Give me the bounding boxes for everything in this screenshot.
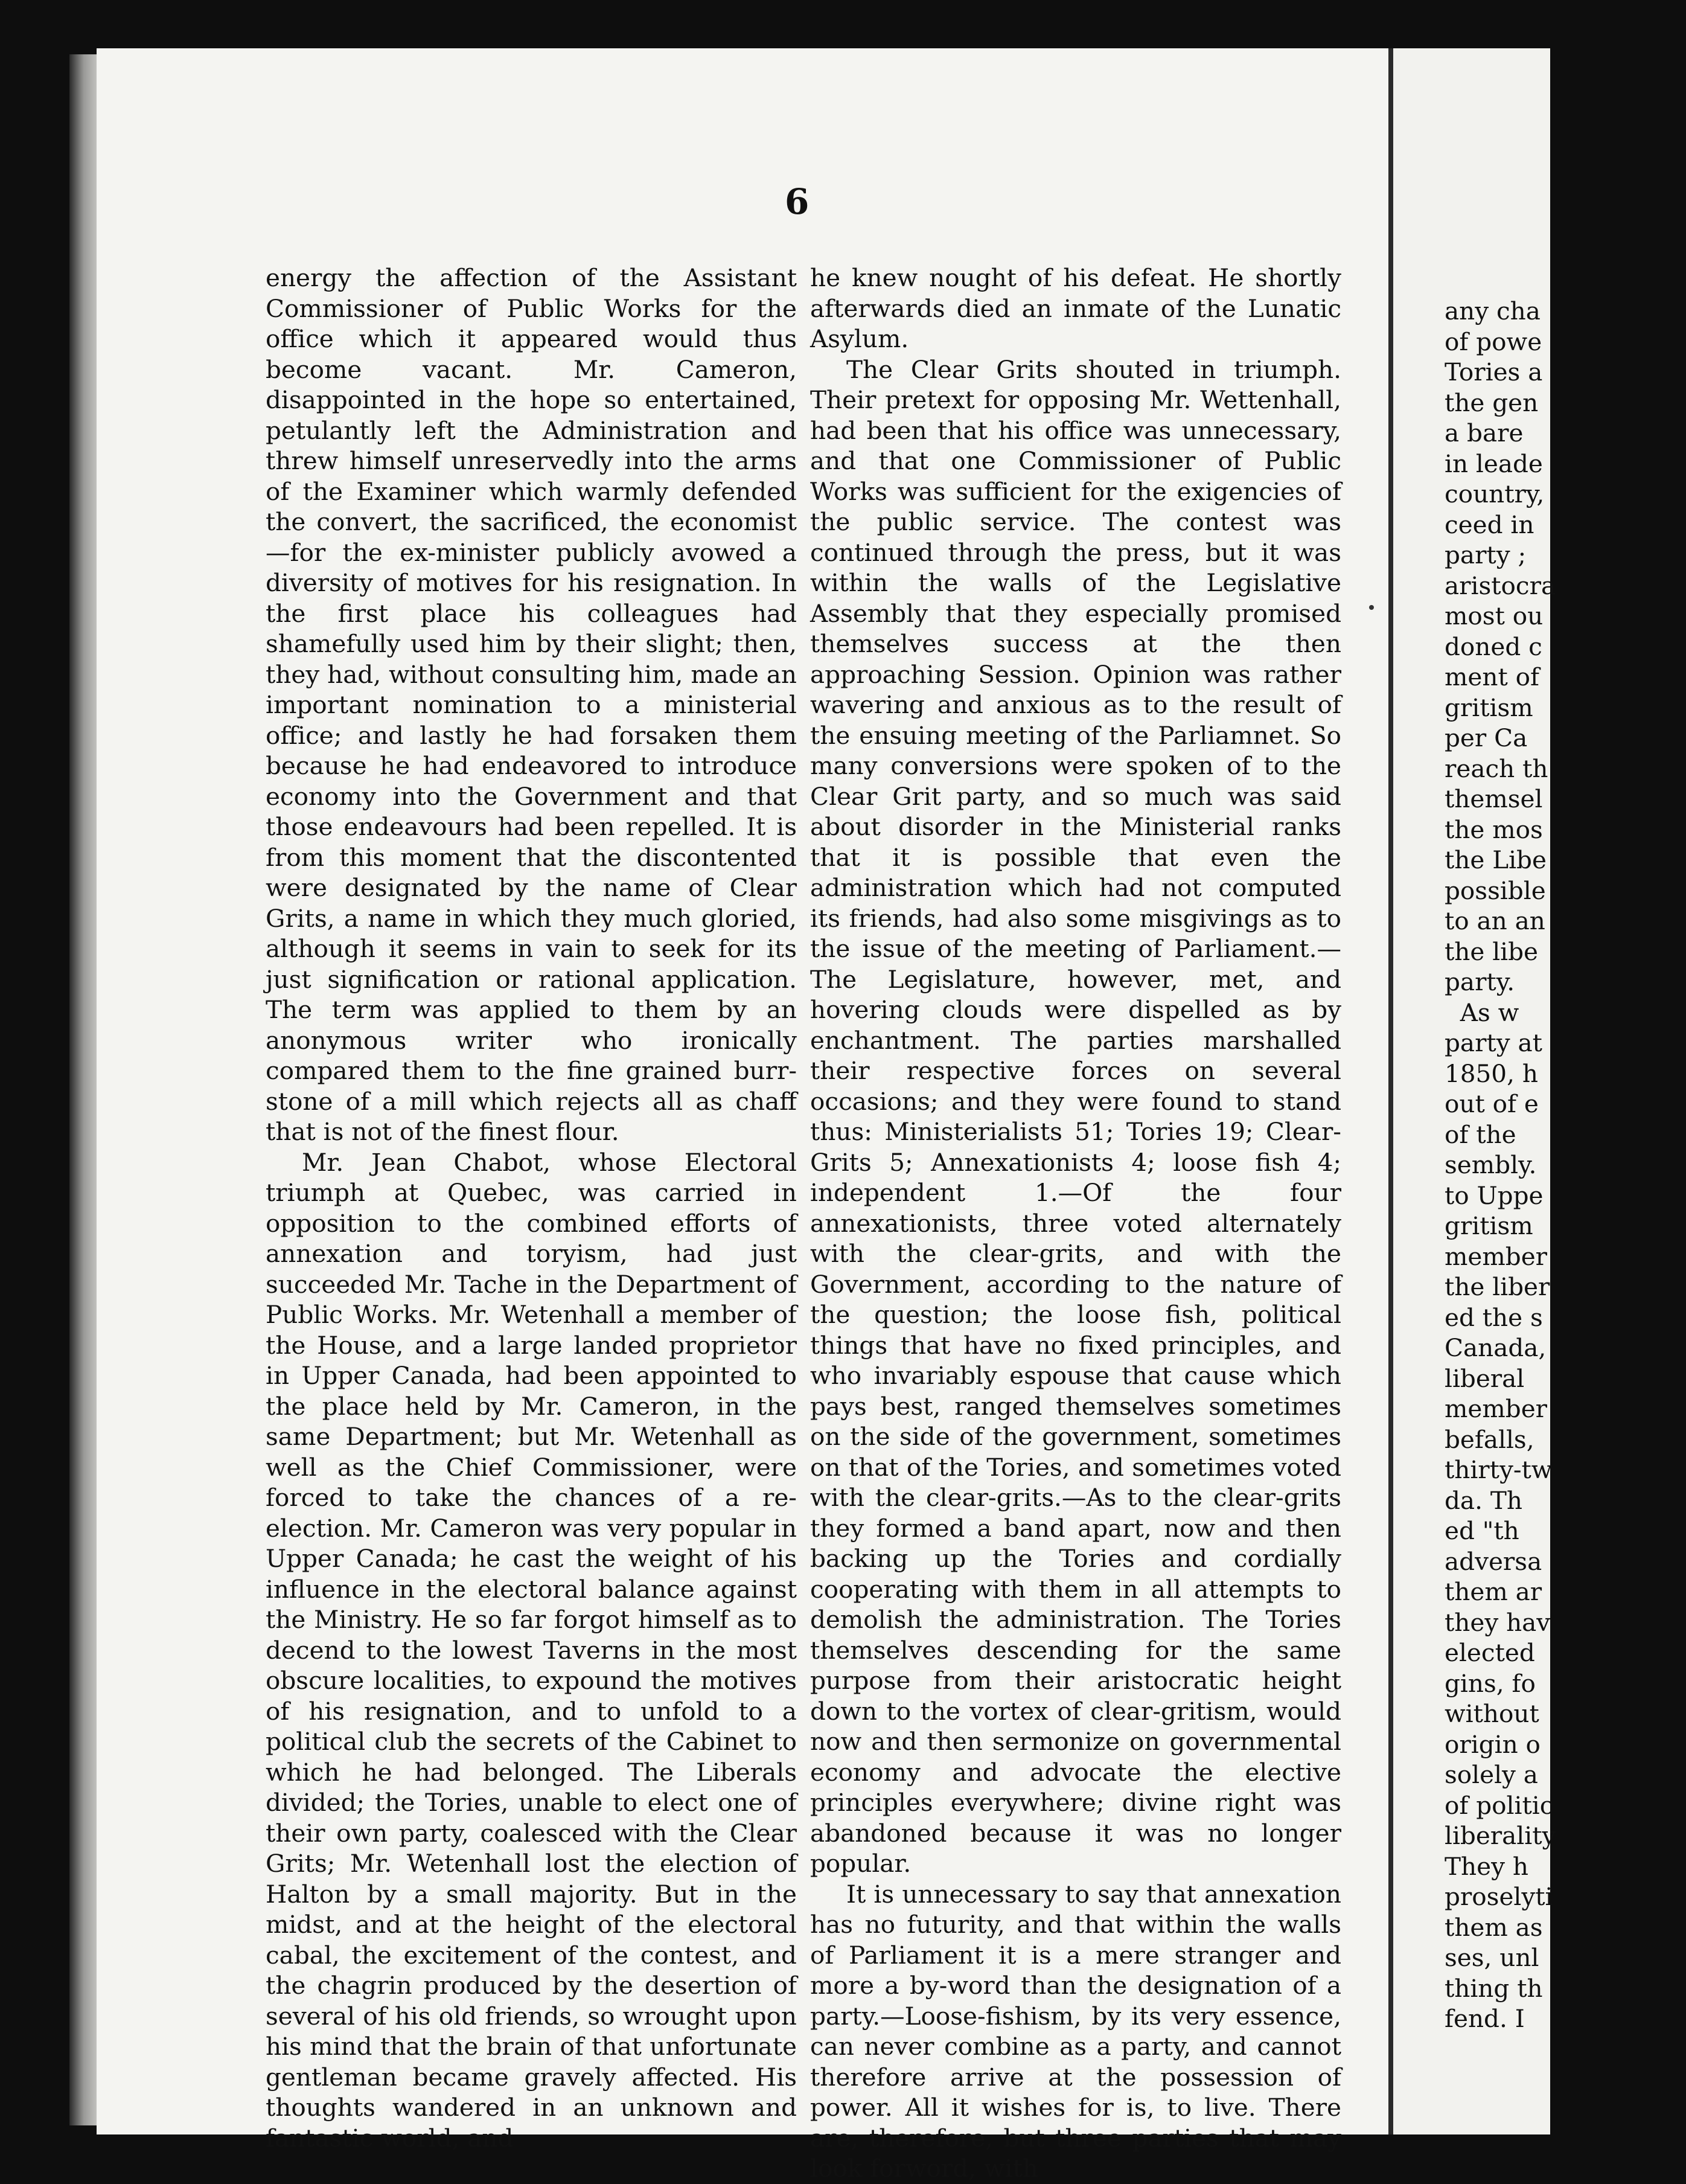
page-number: 6 bbox=[785, 181, 809, 222]
paragraph: energy the affection of the Assistant Commissioner of Public Works for the office which it appeared would thus become vacant. Mr. Cameron, disappointed in the hope so entertained, petulantly left the Administration and threw himself unreservedly into the arms of the Examiner which warmly defended the convert, the sacrificed, the economist—for the ex-minister publicly avowed a diversity of motives for his resignation. In the first place his colleagues had shamefully used him by their slight; then, they had, without consulting him, made an important nomination to a ministerial office; and lastly he had forsaken them because he had endeavored to introduce economy into the Government and that those endeavours had been repelled. It is from this moment that the discontented were designated by the name of Clear Grits, a name in which they much gloried, although it seems in vain to seek for its just signification or rational application. The term was applied to them by an anonymous writer who ironically compared them to the fine grained burr-stone of a mill which rejects all as chaff that is not of the finest flour. bbox=[266, 263, 797, 1146]
paragraph: he knew nought of his defeat. He shortly afterwards died an inmate of the Lunatic Asylum. bbox=[810, 263, 1341, 353]
ink-speck bbox=[1369, 605, 1374, 610]
paragraph: Mr. Jean Chabot, whose Electoral triumph at Quebec, was carried in opposition to the combined efforts of annexation and toryism, had just succeeded Mr. Tache in the Department of Public Works. Mr. Wetenhall a member of the House, and a large landed proprietor in Upper Canada, had been appointed to the place held by Mr. Cameron, in the same Department; but Mr. Wetenhall as well as the Chief Commissioner, were forced to take the chances of a re-election. Mr. Cameron was very popular in Upper Canada; he cast the weight of his influence in the electoral balance against the Ministry. He so far forgot himself as to decend to the lowest Taverns in the most obscure localities, to expound the motives of his resignation, and to unfold to a political club the secrets of the Cabinet to which he had belonged. The Liberals divided; the Tories, unable to elect one of their own party, coalesced with the Clear Grits; Mr. Wetenhall lost the election of Halton by a small majority. But in the midst, and at the height of the electoral cabal, the excitement of the contest, and the chagrin produced by the desertion of several of his old friends, so wrought upon his mind that the brain of that unfortunate gentleman became gravely affected. His thoughts wandered in an unknown and fantastic world, and bbox=[266, 1147, 797, 2153]
adjacent-page bbox=[1393, 48, 1556, 2134]
gutter bbox=[1388, 48, 1393, 2134]
left-column bbox=[266, 263, 797, 2153]
paragraph: It is unnecessary to say that annexation has no futurity, and that within the walls of Parliament it is a mere stranger and more a by-word than the designation of a party.—Loose-fishism, by its very essence, can never combine as a party, and cannot therefore arrive at the possession of power. All it wishes for is, to live. There are, therefore, but three parties that may look forword, with bbox=[810, 1879, 1341, 2183]
paragraph: The Clear Grits shouted in triumph. Their pretext for opposing Mr. Wettenhall, had been that his office was unnecessary, and that one Commissioner of Public Works was sufficient for the exigencies of the public service. The contest was continued through the press, but it was within the walls of the Legislative Assembly that they especially promised themselves success at the then approaching Session. Opinion was rather wavering and anxious as to the result of the ensuing meeting of the Parliamnet. So many conversions were spoken of to the Clear Grit party, and so much was said about disorder in the Ministerial ranks that it is possible that even the administration which had not computed its friends, had also some misgivings as to the issue of the meeting of Parliament.—The Legislature, however, met, and hovering clouds were dispelled as by enchantment. The parties marshalled their respective forces on several occasions; and they were found to stand thus: Ministerialists 51; Tories 19; Clear-Grits 5; Annexationists 4; loose fish 4; independent 1.—Of the four annexationists, three voted alternately with the clear-grits, and with the Government, according to the nature of the question; the loose fish, political things that have no fixed principles, and who invariably espouse that cause which pays best, ranged themselves sometimes on the side of the government, sometimes on that of the Tories, and sometimes voted with the clear-grits.—As to the clear-grits they formed a band apart, now and then backing up the Tories and cordially cooperating with them in all attempts to demolish the administration. The Tories themselves descending for the same purpose from their aristocratic height down to the vortex of clear-gritism, would now and then sermonize on governmental economy and advocate the elective principles everywhere; divine right was abandoned because it was no longer popular. bbox=[810, 354, 1341, 1878]
right-column bbox=[810, 263, 1341, 2184]
adjacent-page-text: any cha of powe Tories a the gen a bare in leade country, ceed in party ; aristocra most ou doned c ment of gritism per Ca reach th themsel the mos the Libe possible to an an the libe party. As w party at 1850, h out of e of the sembly. to Uppe gritism member the liber ed the s Canada, liberal member befalls, thirty-tw da. Th ed "th adversa them ar they hav elected gins, fo without origin o solely a of politic liberality They h proselyti them as ses, unl thing th fend. I bbox=[1445, 296, 1556, 2033]
